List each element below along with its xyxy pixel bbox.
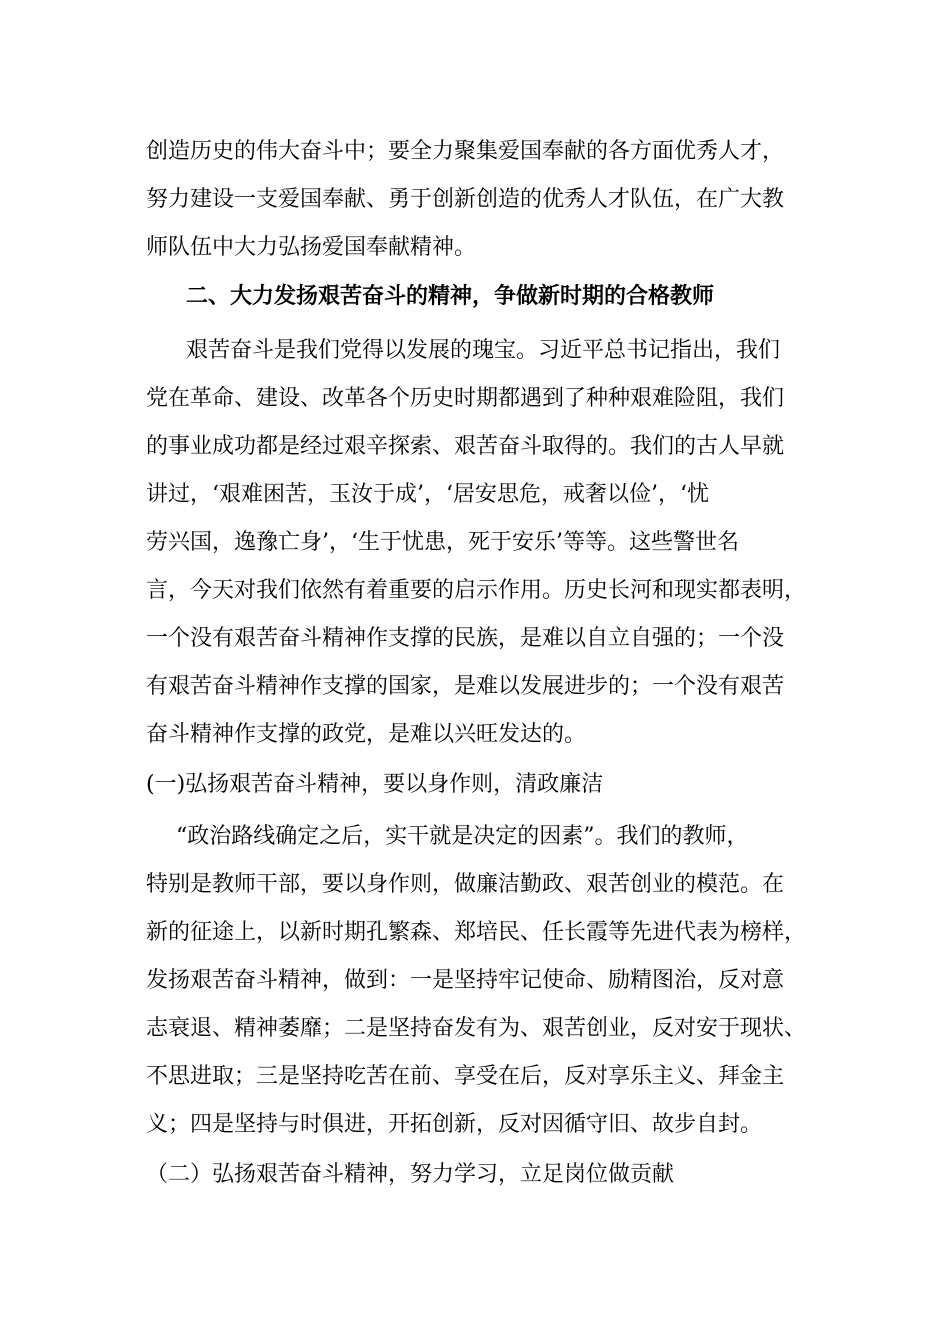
section-heading-2: 二、大力发扬艰苦奋斗的精神，争做新时期的合格教师 [186, 284, 715, 309]
paragraph-line-3: 师队伍中大力弘扬爱国奉献精神。 [146, 235, 477, 260]
paragraph-line-13: 奋斗精神作支撑的政党，是难以兴旺发达的。 [146, 722, 587, 747]
paragraph-line-10: 言，今天对我们依然有着重要的启示作用。历史长河和现实都表明， [146, 578, 807, 603]
paragraph-line-12: 有艰苦奋斗精神作支撑的国家，是难以发展进步的；一个没有艰苦 [146, 674, 785, 699]
paragraph-line-16: 特别是教师干部，要以身作则，做廉洁勤政、艰苦创业的模范。在 [146, 872, 785, 897]
paragraph-line-21: 义；四是坚持与时俱进，开拓创新，反对因循守旧、故步自封。 [146, 1112, 763, 1137]
paragraph-line-9: 劳兴国，逸豫亡身’，‘生于忧患，死于安乐’等等。这些警世名 [146, 530, 739, 555]
sub-heading-2: （二）弘扬艰苦奋斗精神，努力学习，立足岗位做贡献 [146, 1162, 675, 1187]
paragraph-line-19: 志衰退、精神萎靡；二是坚持奋发有为、艰苦创业，反对安于现状、 [146, 1016, 807, 1041]
sub-heading-1: (一)弘扬艰苦奋斗精神，要以身作则，清政廉洁 [146, 772, 604, 797]
paragraph-line-20: 不思进取；三是坚持吃苦在前、享受在后，反对享乐主义、拜金主 [146, 1064, 785, 1089]
paragraph-line-11: 一个没有艰苦奋斗精神作支撑的民族，是难以自立自强的；一个没 [146, 626, 785, 651]
paragraph-line-7: 的事业成功都是经过艰辛探索、艰苦奋斗取得的。我们的古人早就 [146, 434, 785, 459]
paragraph-line-2: 努力建设一支爱国奉献、勇于创新创造的优秀人才队伍，在广大教 [146, 187, 785, 212]
paragraph-line-1: 创造历史的伟大奋斗中；要全力聚集爱国奉献的各方面优秀人才， [146, 139, 785, 164]
paragraph-line-8: 讲过，‘艰难困苦，玉汝于成’，‘居安思危，戒奢以俭’，‘忧 [146, 482, 709, 507]
paragraph-line-18: 发扬艰苦奋斗精神，做到：一是坚持牢记使命、励精图治，反对意 [146, 968, 785, 993]
paragraph-line-17: 新的征途上，以新时期孔繁森、郑培民、任长霞等先进代表为榜样， [146, 920, 807, 945]
paragraph-line-6: 党在革命、建设、改革各个历史时期都遇到了种种艰难险阻，我们 [146, 386, 785, 411]
paragraph-line-5: 艰苦奋斗是我们党得以发展的瑰宝。习近平总书记指出，我们 [186, 338, 781, 363]
paragraph-line-15: “政治路线确定之后，实干就是决定的因素”。我们的教师， [176, 824, 749, 849]
